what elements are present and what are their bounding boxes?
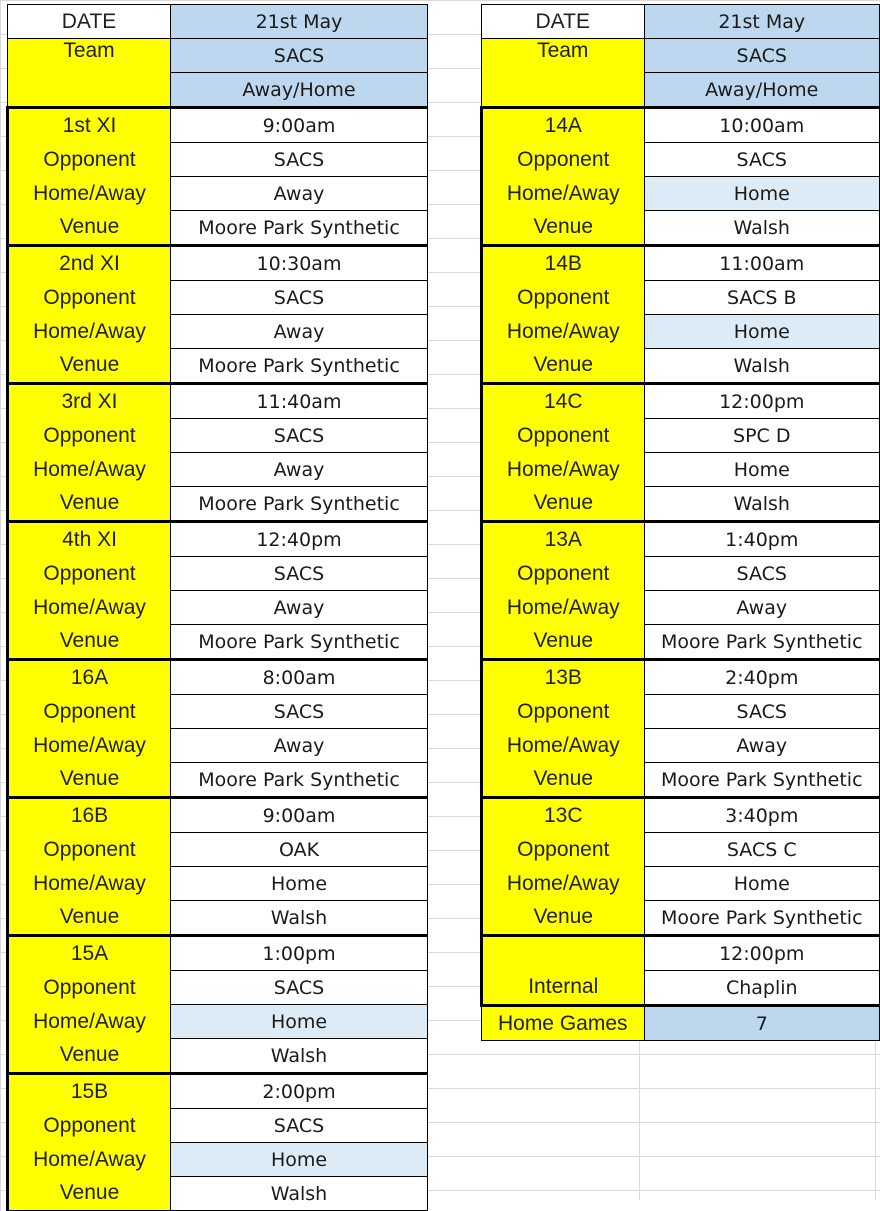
home-away-cell[interactable]: Home: [644, 315, 880, 349]
team-label-cell[interactable]: 13B: [482, 660, 645, 695]
fixture-row: [8, 763, 428, 798]
gridline: [875, 1024, 876, 1200]
fixture-row: [482, 246, 880, 281]
venue-label-cell[interactable]: Venue: [8, 349, 171, 384]
fixture-row: [482, 211, 880, 246]
time-cell[interactable]: 9:00am: [171, 798, 428, 833]
home-away-cell[interactable]: Away: [171, 315, 428, 349]
opponent-cell[interactable]: SACS: [171, 971, 428, 1005]
team-label-cell[interactable]: 16A: [8, 660, 171, 695]
home-away-label-cell[interactable]: Home/Away: [482, 729, 645, 763]
home-away-cell[interactable]: Home: [644, 453, 880, 487]
venue-cell[interactable]: Walsh: [644, 487, 880, 522]
team-label-cell[interactable]: 15A: [8, 936, 171, 971]
opponent-label-cell[interactable]: Opponent: [482, 695, 645, 729]
venue-label-cell[interactable]: Venue: [8, 211, 171, 246]
right-fixture-table: [480, 4, 880, 1041]
home-away-label-cell[interactable]: Home/Away: [482, 867, 645, 901]
opponent-cell[interactable]: SACS: [171, 557, 428, 591]
fixture-row: [482, 763, 880, 798]
home-away-cell[interactable]: Away: [171, 177, 428, 211]
team-label-cell[interactable]: 16B: [8, 798, 171, 833]
venue-cell[interactable]: Moore Park Synthetic: [644, 901, 880, 936]
opponent-cell[interactable]: SACS: [171, 143, 428, 177]
opponent-label-cell[interactable]: Opponent: [8, 1109, 171, 1143]
fixture-row: [482, 419, 880, 453]
venue-label-cell[interactable]: Venue: [8, 901, 171, 936]
internal-label-blank[interactable]: [482, 936, 645, 971]
fixture-row: [482, 143, 880, 177]
fixture-row: [482, 487, 880, 522]
homeaway-header-cell[interactable]: Away/Home: [171, 73, 428, 108]
header-row-date: [482, 5, 880, 39]
fixture-row: [8, 1039, 428, 1074]
home-away-label-cell[interactable]: Home/Away: [8, 1143, 171, 1177]
venue-cell[interactable]: Moore Park Synthetic: [171, 763, 428, 798]
opponent-label-cell[interactable]: Opponent: [8, 143, 171, 177]
home-away-cell[interactable]: Away: [171, 453, 428, 487]
time-cell[interactable]: 11:00am: [644, 246, 880, 281]
team-label-cell[interactable]: 13C: [482, 798, 645, 833]
venue-cell[interactable]: Walsh: [171, 901, 428, 936]
time-cell[interactable]: 2:40pm: [644, 660, 880, 695]
fixture-row: [8, 349, 428, 384]
fixture-row: [482, 660, 880, 695]
opponent-label-cell[interactable]: Opponent: [8, 971, 171, 1005]
opponent-label-cell[interactable]: Opponent: [8, 557, 171, 591]
venue-label-cell[interactable]: Venue: [482, 487, 645, 522]
fixture-row: [8, 246, 428, 281]
header-row-team: [482, 39, 880, 73]
fixture-row: [482, 591, 880, 625]
date-label-cell[interactable]: DATE: [8, 5, 171, 39]
venue-cell[interactable]: Moore Park Synthetic: [171, 211, 428, 246]
team-label-cell[interactable]: 14A: [482, 108, 645, 143]
home-away-cell[interactable]: Away: [644, 729, 880, 763]
fixture-row: [482, 695, 880, 729]
opponent-cell[interactable]: SPC D: [644, 419, 880, 453]
internal-venue-cell[interactable]: Chaplin: [644, 971, 880, 1006]
opponent-cell[interactable]: SACS: [644, 557, 880, 591]
date-value-cell[interactable]: 21st May: [171, 5, 428, 39]
time-cell[interactable]: 10:30am: [171, 246, 428, 281]
team-label-cell[interactable]: 14B: [482, 246, 645, 281]
fixture-row: [8, 971, 428, 1005]
fixture-row: [482, 315, 880, 349]
venue-cell[interactable]: Walsh: [644, 211, 880, 246]
venue-cell[interactable]: Moore Park Synthetic: [644, 625, 880, 660]
home-away-label-cell[interactable]: Home/Away: [482, 453, 645, 487]
opponent-label-cell[interactable]: Opponent: [8, 281, 171, 315]
home-away-label-cell[interactable]: Home/Away: [8, 453, 171, 487]
opponent-cell[interactable]: SACS: [171, 1109, 428, 1143]
fixture-row: [482, 625, 880, 660]
venue-cell[interactable]: Walsh: [644, 349, 880, 384]
fixture-row: [8, 1143, 428, 1177]
venue-label-cell[interactable]: Venue: [8, 625, 171, 660]
fixture-row: [8, 487, 428, 522]
fixture-row: [482, 177, 880, 211]
fixture-row: [8, 867, 428, 901]
fixture-row: [482, 833, 880, 867]
fixture-row: [482, 729, 880, 763]
team-label-cell[interactable]: 3rd XI: [8, 384, 171, 419]
fixture-row: [482, 522, 880, 557]
time-cell[interactable]: 9:00am: [171, 108, 428, 143]
home-away-label-cell[interactable]: Home/Away: [8, 867, 171, 901]
venue-cell[interactable]: Walsh: [171, 1039, 428, 1074]
time-cell[interactable]: 10:00am: [644, 108, 880, 143]
home-away-label-cell[interactable]: Home/Away: [482, 177, 645, 211]
fixture-row: [8, 695, 428, 729]
home-away-label-cell[interactable]: Home/Away: [482, 591, 645, 625]
team-label-cell[interactable]: Team: [8, 39, 171, 108]
home-games-row: [482, 1006, 880, 1041]
venue-cell[interactable]: Moore Park Synthetic: [644, 763, 880, 798]
fixture-row: [8, 281, 428, 315]
team-label-cell[interactable]: 2nd XI: [8, 246, 171, 281]
venue-label-cell[interactable]: Venue: [8, 487, 171, 522]
venue-label-cell[interactable]: Venue: [8, 1039, 171, 1074]
team-label-cell[interactable]: 14C: [482, 384, 645, 419]
internal-row: [482, 936, 880, 971]
opponent-cell[interactable]: SACS: [171, 419, 428, 453]
opponent-label-cell[interactable]: Opponent: [8, 833, 171, 867]
fixture-row: [482, 798, 880, 833]
opponent-label-cell[interactable]: Opponent: [8, 695, 171, 729]
home-away-cell[interactable]: Away: [644, 591, 880, 625]
fixture-row: [8, 625, 428, 660]
fixture-row: [8, 1177, 428, 1211]
internal-row: [482, 971, 880, 1006]
fixture-row: [8, 936, 428, 971]
home-away-label-cell[interactable]: Home/Away: [8, 591, 171, 625]
venue-label-cell[interactable]: Venue: [482, 625, 645, 660]
home-away-label-cell[interactable]: Home/Away: [8, 177, 171, 211]
opponent-cell[interactable]: SACS: [644, 143, 880, 177]
home-away-cell[interactable]: Home: [171, 1143, 428, 1177]
opponent-cell[interactable]: SACS: [644, 695, 880, 729]
venue-label-cell[interactable]: Venue: [482, 211, 645, 246]
fixture-row: [8, 591, 428, 625]
home-away-cell[interactable]: Home: [171, 867, 428, 901]
date-value-cell[interactable]: 21st May: [644, 5, 880, 39]
header-row-date: [8, 5, 428, 39]
venue-cell[interactable]: Moore Park Synthetic: [171, 625, 428, 660]
fixture-row: [8, 1005, 428, 1039]
venue-label-cell[interactable]: Venue: [8, 1177, 171, 1211]
opponent-label-cell[interactable]: Opponent: [482, 281, 645, 315]
time-cell[interactable]: 8:00am: [171, 660, 428, 695]
opponent-cell[interactable]: SACS: [171, 695, 428, 729]
opponent-label-cell[interactable]: Opponent: [482, 419, 645, 453]
internal-time-cell[interactable]: 12:00pm: [644, 936, 880, 971]
time-cell[interactable]: 1:00pm: [171, 936, 428, 971]
fixture-row: [482, 867, 880, 901]
home-away-cell[interactable]: Away: [171, 729, 428, 763]
opponent-label-cell[interactable]: Opponent: [482, 833, 645, 867]
fixture-row: [482, 384, 880, 419]
time-cell[interactable]: 11:40am: [171, 384, 428, 419]
team-label-cell[interactable]: 13A: [482, 522, 645, 557]
fixture-row: [8, 108, 428, 143]
fixture-row: [8, 833, 428, 867]
home-away-cell[interactable]: Home: [644, 867, 880, 901]
team-label-cell[interactable]: 4th XI: [8, 522, 171, 557]
home-away-label-cell[interactable]: Home/Away: [8, 1005, 171, 1039]
fixture-row: [8, 419, 428, 453]
home-away-cell[interactable]: Home: [171, 1005, 428, 1039]
home-away-label-cell[interactable]: Home/Away: [8, 729, 171, 763]
venue-label-cell[interactable]: Venue: [482, 901, 645, 936]
home-away-cell[interactable]: Home: [644, 177, 880, 211]
gridline: [639, 1024, 640, 1200]
fixture-row: [482, 453, 880, 487]
opponent-label-cell[interactable]: Opponent: [482, 143, 645, 177]
left-fixture-table: [6, 4, 428, 1211]
venue-label-cell[interactable]: Venue: [482, 349, 645, 384]
fixture-row: [8, 1074, 428, 1109]
venue-cell[interactable]: Moore Park Synthetic: [171, 487, 428, 522]
fixture-row: [8, 1109, 428, 1143]
internal-label-cell[interactable]: Internal: [482, 971, 645, 1006]
venue-cell[interactable]: Walsh: [171, 1177, 428, 1211]
opponent-cell[interactable]: SACS: [171, 281, 428, 315]
fixture-row: [8, 729, 428, 763]
fixture-row: [8, 557, 428, 591]
fixture-row: [8, 177, 428, 211]
fixture-row: [482, 901, 880, 936]
homeaway-header-cell[interactable]: Away/Home: [644, 73, 880, 108]
fixture-row: [482, 108, 880, 143]
fixture-row: [8, 522, 428, 557]
date-label-cell[interactable]: DATE: [482, 5, 645, 39]
home-away-label-cell[interactable]: Home/Away: [482, 315, 645, 349]
venue-label-cell[interactable]: Venue: [8, 763, 171, 798]
home-away-label-cell[interactable]: Home/Away: [8, 315, 171, 349]
time-cell[interactable]: 12:40pm: [171, 522, 428, 557]
home-games-label-cell[interactable]: Home Games: [482, 1006, 645, 1041]
team-value-cell[interactable]: SACS: [644, 39, 880, 73]
team-label-cell[interactable]: 1st XI: [8, 108, 171, 143]
fixture-row: [8, 143, 428, 177]
opponent-cell[interactable]: OAK: [171, 833, 428, 867]
venue-cell[interactable]: Moore Park Synthetic: [171, 349, 428, 384]
time-cell[interactable]: 3:40pm: [644, 798, 880, 833]
team-value-cell[interactable]: SACS: [171, 39, 428, 73]
fixture-row: [482, 349, 880, 384]
venue-label-cell[interactable]: Venue: [482, 763, 645, 798]
fixture-row: [8, 901, 428, 936]
home-away-cell[interactable]: Away: [171, 591, 428, 625]
opponent-label-cell[interactable]: Opponent: [482, 557, 645, 591]
team-label-cell[interactable]: Team: [482, 39, 645, 108]
time-cell[interactable]: 2:00pm: [171, 1074, 428, 1109]
opponent-label-cell[interactable]: Opponent: [8, 419, 171, 453]
home-games-value-cell[interactable]: 7: [644, 1006, 880, 1041]
fixture-row: [8, 315, 428, 349]
header-row-team: [8, 39, 428, 73]
fixture-row: [8, 453, 428, 487]
team-label-cell[interactable]: 15B: [8, 1074, 171, 1109]
fixture-row: [482, 557, 880, 591]
fixture-row: [8, 660, 428, 695]
fixture-row: [8, 211, 428, 246]
fixture-row: [8, 384, 428, 419]
opponent-cell[interactable]: SACS C: [644, 833, 880, 867]
time-cell[interactable]: 1:40pm: [644, 522, 880, 557]
fixture-row: [8, 798, 428, 833]
time-cell[interactable]: 12:00pm: [644, 384, 880, 419]
fixture-row: [482, 281, 880, 315]
opponent-cell[interactable]: SACS B: [644, 281, 880, 315]
